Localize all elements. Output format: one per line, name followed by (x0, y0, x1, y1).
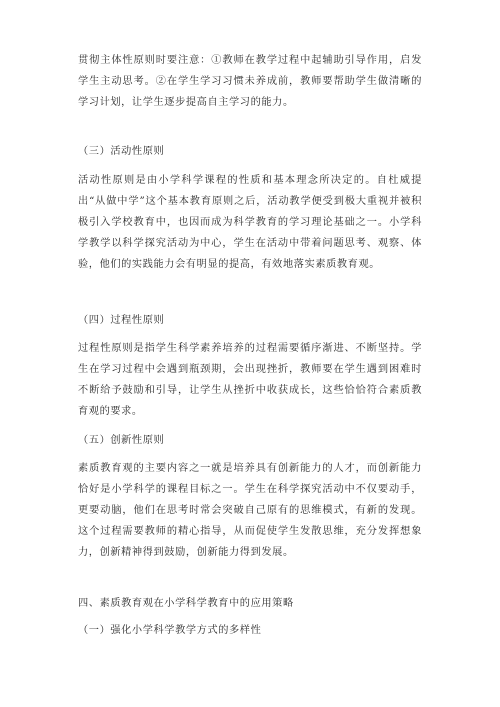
heading-innovation-principle: （五）创新性原则 (78, 435, 165, 446)
paragraph-subjectivity-principle-notes: 贯彻主体性原则时要注意：①教师在教学过程中起辅助引导作用，启发学生主动思考。②在学生学习习惯未养成前，教师要帮助学生做清晰的学习计划，让学生逐步提高自主学习的能力。 (78, 55, 422, 108)
section-heading-application-strategies: 四、素质教育观在小学科学教育中的应用策略 (78, 598, 294, 609)
paragraph-innovation-principle: 素质教育观的主要内容之一就是培养具有创新能力的人才，而创新能力恰好是小学科学的课程目标之一。学生在科学探究活动中不仅要动手，更要动脑，他们在思考时常会突破自己原有的思维模式，有新的发现。这个过程需要教师的精心指导，从而促使学生发散思维，充分发挥想象力，创新精神得到鼓励，创新能力得到发展。 (78, 463, 422, 558)
heading-activity-principle: （三）活动性原则 (78, 146, 165, 157)
paragraph-activity-principle: 活动性原则是由小学科学课程的性质和基本理念所决定的。自杜威提出“从做中学”这个基本教育原则之后，活动教学便受到极大重视并被积极引入学校教育中，也因而成为科学教育的学习理论基础之一。小学科学教学以科学探究活动为中心，学生在活动中带着问题思考、观察、体验，他们的实践能力会有明显的提高，有效地落实素质教育观。 (78, 175, 422, 270)
subheading-teaching-diversity: （一）强化小学科学教学方式的多样性 (78, 625, 262, 636)
paragraph-process-principle: 过程性原则是指学生科学素养培养的过程需要循序渐进、不断坚持。学生在学习过程中会遇到瓶颈期，会出现挫折，教师要在学生遇到困难时不断给予鼓励和引导，让学生从挫折中收获成长，这些恰恰符合素质教育观的要求。 (78, 343, 422, 417)
heading-process-principle: （四）过程性原则 (78, 315, 165, 326)
